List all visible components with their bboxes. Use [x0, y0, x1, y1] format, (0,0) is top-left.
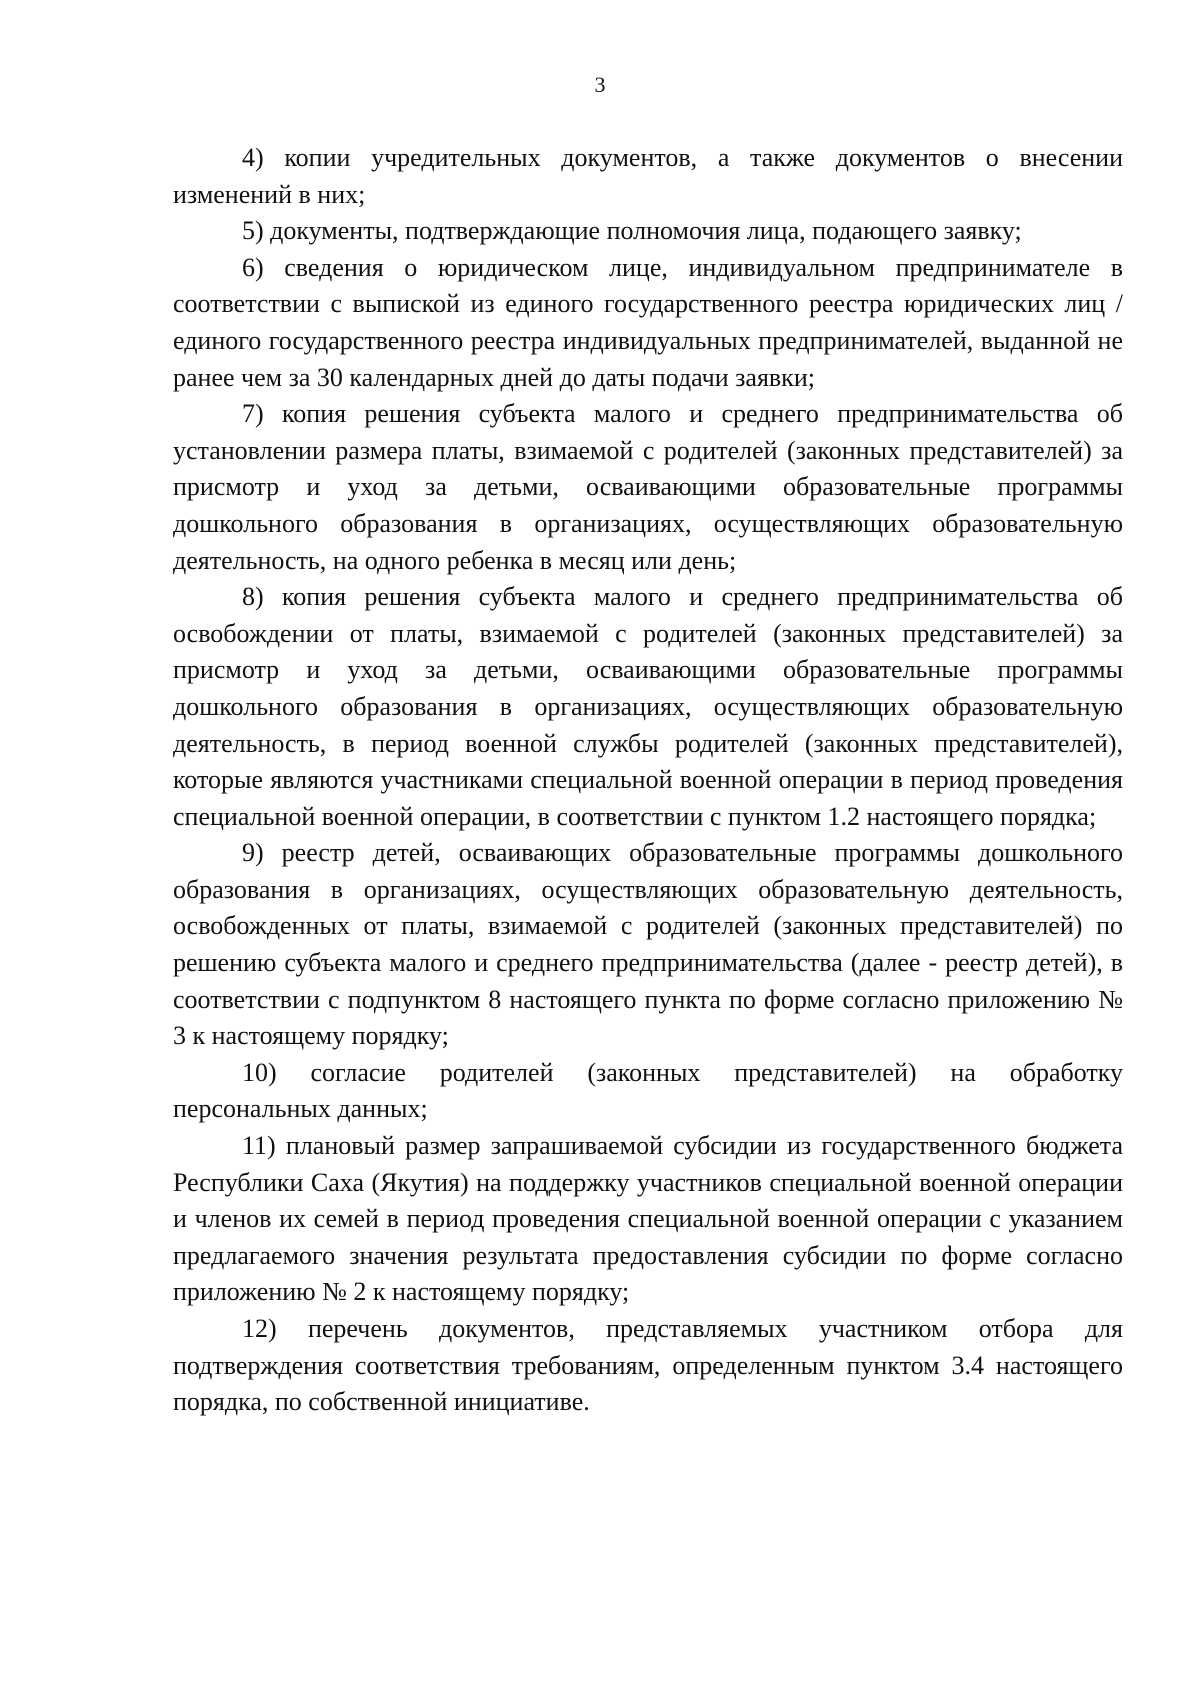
list-item-12: 12) перечень документов, представляемых участником отбора для подтверждения соответствия требованиям, определенным пунктом 3.4 настоящего порядка, по собственной инициативе. — [173, 1314, 1123, 1417]
list-item-11: 11) плановый размер запрашиваемой субсидии из государственного бюджета Республики Саха (Якутия) на поддержку участников специальной военной операции и членов их семей в период проведения специальной военной операции с указанием предлагаемого значения результата предоставления субсидии по форме согласно приложению № 2 к настоящему порядку; — [173, 1131, 1123, 1307]
list-item-9: 9) реестр детей, осваивающих образовательные программы дошкольного образования в организациях, осуществляющих образовательную деятельность, освобожденных от платы, взимаемой с родителей (законных представителей) по решению субъекта малого и среднего предпринимательства (далее - реестр детей), в соответствии с подпунктом 8 настоящего пункта по форме согласно приложению № 3 к настоящему порядку; — [173, 838, 1123, 1051]
document-body — [173, 140, 1123, 1421]
list-item-7: 7) копия решения субъекта малого и среднего предпринимательства об установлении размера платы, взимаемой с родителей (законных представителей) за присмотр и уход за детьми, осваивающими образовательные программы дошкольного образования в организациях, осуществляющих образовательную деятельность, на одного ребенка в месяц или день; — [173, 399, 1123, 575]
list-item-10: 10) согласие родителей (законных представителей) на обработку персональных данных; — [173, 1057, 1123, 1124]
list-item-6: 6) сведения о юридическом лице, индивидуальном предпринимателе в соответствии с выпиской из единого государственного реестра юридических лиц / единого государственного реестра индивидуальных предпринимателей, выданной не ранее чем за 30 календарных дней до даты подачи заявки; — [173, 252, 1123, 392]
list-item-4: 4) копии учредительных документов, а также документов о внесении изменений в них; — [173, 143, 1123, 209]
page-number: 3 — [594, 72, 606, 97]
list-item-8: 8) копия решения субъекта малого и среднего предпринимательства об освобождении от платы, взимаемой с родителей (законных представителей) за присмотр и уход за детьми, осваивающими образовательные программы дошкольного образования в организациях, осуществляющих образовательную деятельность, в период военной службы родителей (законных представителей), которые являются участниками специальной военной операции в период проведения специальной военной операции, в соответствии с пунктом 1.2 настоящего порядка; — [173, 582, 1123, 831]
list-item-5: 5) документы, подтверждающие полномочия лица, подающего заявку; — [242, 216, 1022, 246]
